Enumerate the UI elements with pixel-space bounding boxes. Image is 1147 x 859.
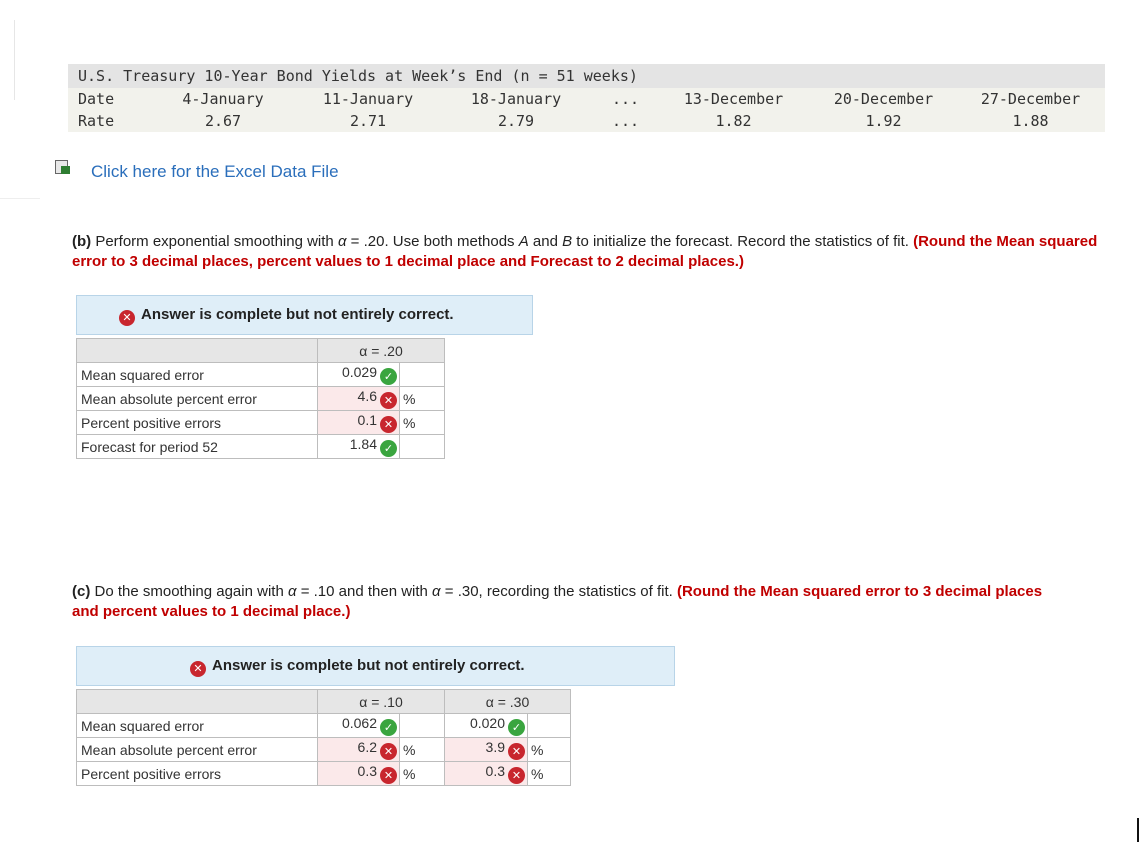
table-row <box>77 738 571 762</box>
row-label: Mean squared error <box>77 363 318 387</box>
rate-cell: 2.67 <box>204 112 242 130</box>
table-row <box>77 411 445 435</box>
left-divider <box>14 20 15 100</box>
correct-check-icon: ✓ <box>380 719 397 736</box>
rate-row <box>68 110 1105 132</box>
left-divider-short <box>0 198 40 199</box>
table-row <box>77 435 445 459</box>
unit-cell: % <box>528 762 571 786</box>
row-label: Mean absolute percent error <box>77 738 318 762</box>
excel-file-icon <box>55 160 68 174</box>
answer-input[interactable]: 0.3 ✕ <box>318 762 400 786</box>
rate-label: Rate <box>78 112 115 130</box>
incorrect-x-icon: ✕ <box>380 392 397 409</box>
part-c-rounding-instruction: (Round the Mean squared error to 3 decimal places and percent values to 1 decimal place.) <box>72 583 1043 620</box>
incorrect-x-icon: ✕ <box>508 767 525 784</box>
unit-cell: % <box>400 762 445 786</box>
incorrect-icon: ✕ <box>119 310 135 326</box>
part-c-results-table <box>76 689 571 786</box>
table-header-empty <box>77 690 318 714</box>
part-b-question: (b) Perform exponential smoothing with α = .20. Use both methods A and B to initialize the forecast. Record the statistics of fit. (Round the Mean squared error to 3 decimal places, percent values to 1 decimal place and Forecast to 2 decimal places.) <box>72 233 1098 270</box>
answer-input[interactable]: 0.3 ✕ <box>445 762 528 786</box>
text-cursor <box>1137 818 1139 842</box>
part-c-answer-banner: ✕ Answer is complete but not entirely correct. <box>76 646 675 686</box>
row-label: Percent positive errors <box>77 411 318 435</box>
unit-cell <box>400 714 445 738</box>
date-cell: 18-January <box>470 90 562 108</box>
answer-input[interactable]: 0.062 ✓ <box>318 714 400 738</box>
answer-input[interactable]: 4.6 ✕ <box>318 387 400 411</box>
answer-input[interactable]: 1.84 ✓ <box>318 435 400 459</box>
table-row <box>77 714 571 738</box>
table-row <box>77 387 445 411</box>
date-label: Date <box>78 90 115 108</box>
row-label: Forecast for period 52 <box>77 435 318 459</box>
alpha-20-header: α = .20 <box>318 339 445 363</box>
unit-cell: % <box>528 738 571 762</box>
part-b-results-table <box>76 338 445 459</box>
correct-check-icon: ✓ <box>508 719 525 736</box>
rate-cell: 1.82 <box>715 112 752 130</box>
unit-cell: % <box>400 738 445 762</box>
row-label: Percent positive errors <box>77 762 318 786</box>
rate-cell: 1.88 <box>1012 112 1049 130</box>
date-cell: 4-January <box>182 90 264 108</box>
rate-cell: 2.79 <box>497 112 535 130</box>
answer-input[interactable]: 0.1 ✕ <box>318 411 400 435</box>
unit-cell: % <box>400 387 445 411</box>
excel-data-file-link[interactable] <box>55 158 435 181</box>
data-table-title: U.S. Treasury 10-Year Bond Yields at Week’s End (n = 51 weeks) <box>68 64 1105 89</box>
incorrect-x-icon: ✕ <box>508 743 525 760</box>
part-c-question: (c) Do the smoothing again with α = .10 and then with α = .30, recording the statistics of fit. (Round the Mean squared error to 3 decimal places and percent values to 1 decimal place.) <box>72 583 1043 620</box>
part-b-rounding-instruction: (Round the Mean squared error to 3 decimal places, percent values to 1 decimal place and Forecast to 2 decimal places.) <box>72 233 1098 270</box>
date-cell-ellipsis: ... <box>611 90 640 108</box>
table-row <box>77 762 571 786</box>
part-b-answer-banner: ✕ Answer is complete but not entirely correct. <box>76 295 533 335</box>
date-cell: 11-January <box>322 90 414 108</box>
answer-input[interactable]: 0.020 ✓ <box>445 714 528 738</box>
answer-input[interactable]: 3.9 ✕ <box>445 738 528 762</box>
rate-cell: 1.92 <box>865 112 902 130</box>
incorrect-x-icon: ✕ <box>380 416 397 433</box>
date-cell: 13-December <box>683 90 784 108</box>
rate-cell-ellipsis: ... <box>611 112 640 130</box>
incorrect-x-icon: ✕ <box>380 743 397 760</box>
unit-cell <box>528 714 571 738</box>
unit-cell <box>400 435 445 459</box>
incorrect-icon: ✕ <box>190 661 206 677</box>
table-header-empty <box>77 339 318 363</box>
unit-cell <box>400 363 445 387</box>
alpha-10-header: α = .10 <box>318 690 445 714</box>
row-label: Mean squared error <box>77 714 318 738</box>
date-cell: 20-December <box>833 90 934 108</box>
bond-yield-data-table <box>68 64 1105 134</box>
date-cell: 27-December <box>980 90 1081 108</box>
correct-check-icon: ✓ <box>380 368 397 385</box>
date-row <box>68 88 1105 110</box>
unit-cell: % <box>400 411 445 435</box>
answer-input[interactable]: 6.2 ✕ <box>318 738 400 762</box>
alpha-30-header: α = .30 <box>445 690 571 714</box>
correct-check-icon: ✓ <box>380 440 397 457</box>
table-row <box>77 363 445 387</box>
incorrect-x-icon: ✕ <box>380 767 397 784</box>
row-label: Mean absolute percent error <box>77 387 318 411</box>
answer-input[interactable]: 0.029 ✓ <box>318 363 400 387</box>
excel-link-text[interactable]: Click here for the Excel Data File <box>91 162 339 181</box>
rate-cell: 2.71 <box>349 112 387 130</box>
